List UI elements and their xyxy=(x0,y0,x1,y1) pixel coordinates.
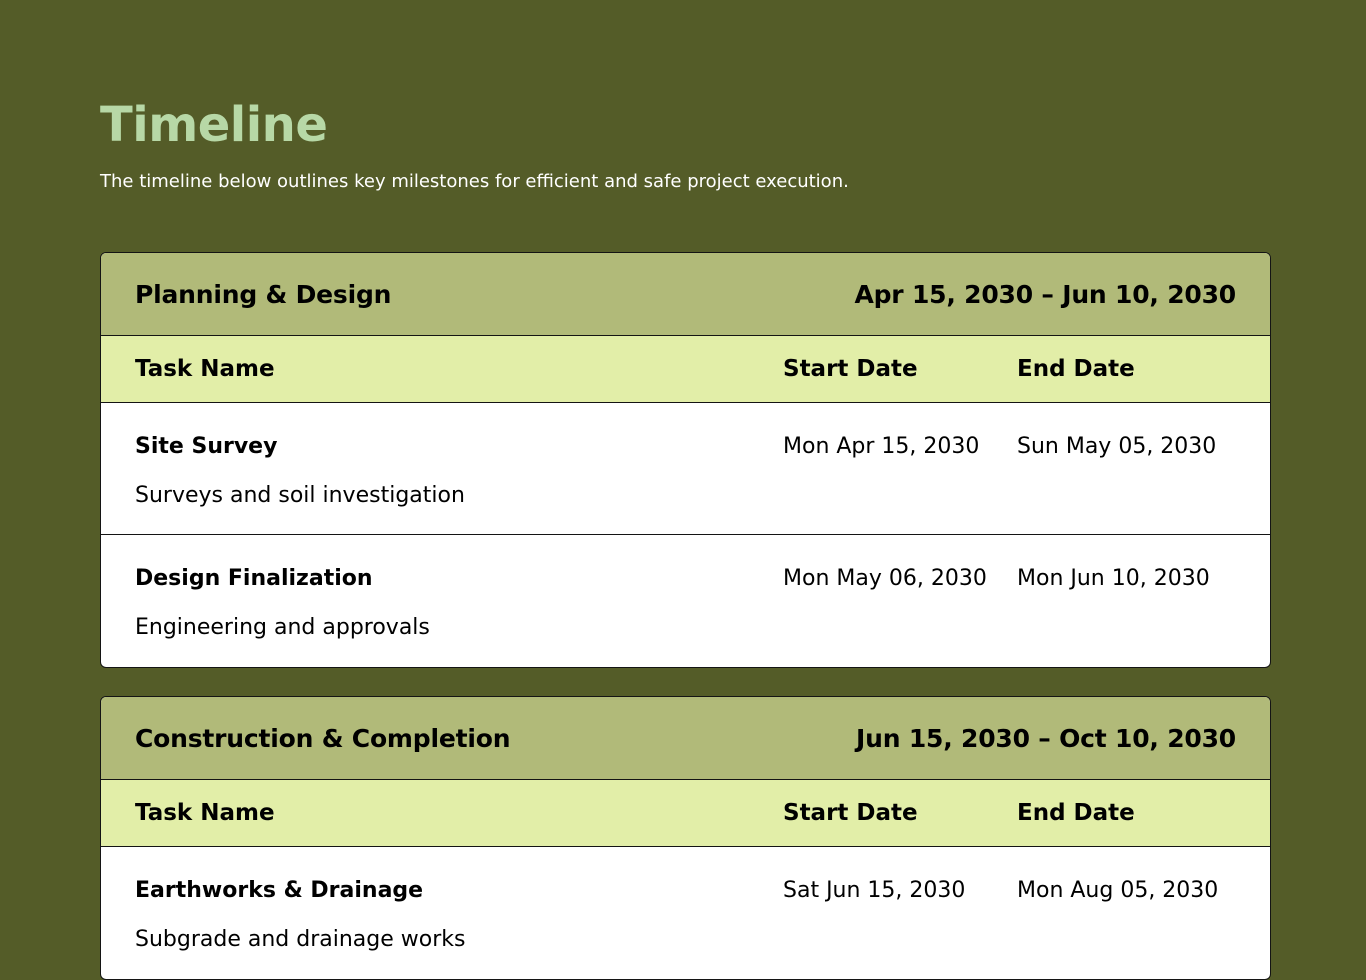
task-start-date: Mon Apr 15, 2030 xyxy=(783,434,980,459)
phase-header xyxy=(101,253,1270,336)
column-end-date: End Date xyxy=(1017,356,1135,382)
task-name: Design Finalization xyxy=(135,566,373,591)
phase-list xyxy=(100,252,1271,980)
column-end-date: End Date xyxy=(1017,800,1135,826)
phase-date-range: Jun 15, 2030 – Oct 10, 2030 xyxy=(856,723,1236,753)
task-start-date: Sat Jun 15, 2030 xyxy=(783,878,966,903)
phase-card-planning-design xyxy=(100,252,1271,668)
phase-name: Planning & Design xyxy=(135,279,392,309)
table-column-header xyxy=(101,336,1270,403)
task-cell xyxy=(135,563,783,667)
task-name: Earthworks & Drainage xyxy=(135,878,424,903)
column-start-date: Start Date xyxy=(783,356,918,382)
column-task-name: Task Name xyxy=(135,800,275,826)
table-row xyxy=(101,403,1270,535)
task-name: Site Survey xyxy=(135,434,278,459)
task-end-date: Sun May 05, 2030 xyxy=(1017,434,1217,459)
task-cell xyxy=(135,431,783,534)
task-end-date: Mon Jun 10, 2030 xyxy=(1017,566,1210,591)
task-start-date: Mon May 06, 2030 xyxy=(783,566,987,591)
page-subtitle: The timeline below outlines key milestones for efficient and safe project execution. xyxy=(100,171,849,192)
task-description: Surveys and soil investigation xyxy=(135,483,465,508)
phase-date-range: Apr 15, 2030 – Jun 10, 2030 xyxy=(854,279,1236,309)
page-title: Timeline xyxy=(100,97,328,153)
phase-name: Construction & Completion xyxy=(135,723,511,753)
task-description: Subgrade and drainage works xyxy=(135,927,466,952)
task-cell xyxy=(135,875,783,979)
task-end-date: Mon Aug 05, 2030 xyxy=(1017,878,1219,903)
phase-header xyxy=(101,697,1270,780)
phase-card-construction-completion xyxy=(100,696,1271,980)
column-start-date: Start Date xyxy=(783,800,918,826)
task-description: Engineering and approvals xyxy=(135,615,430,640)
table-row xyxy=(101,535,1270,667)
table-column-header xyxy=(101,780,1270,847)
table-row xyxy=(101,847,1270,979)
column-task-name: Task Name xyxy=(135,356,275,382)
